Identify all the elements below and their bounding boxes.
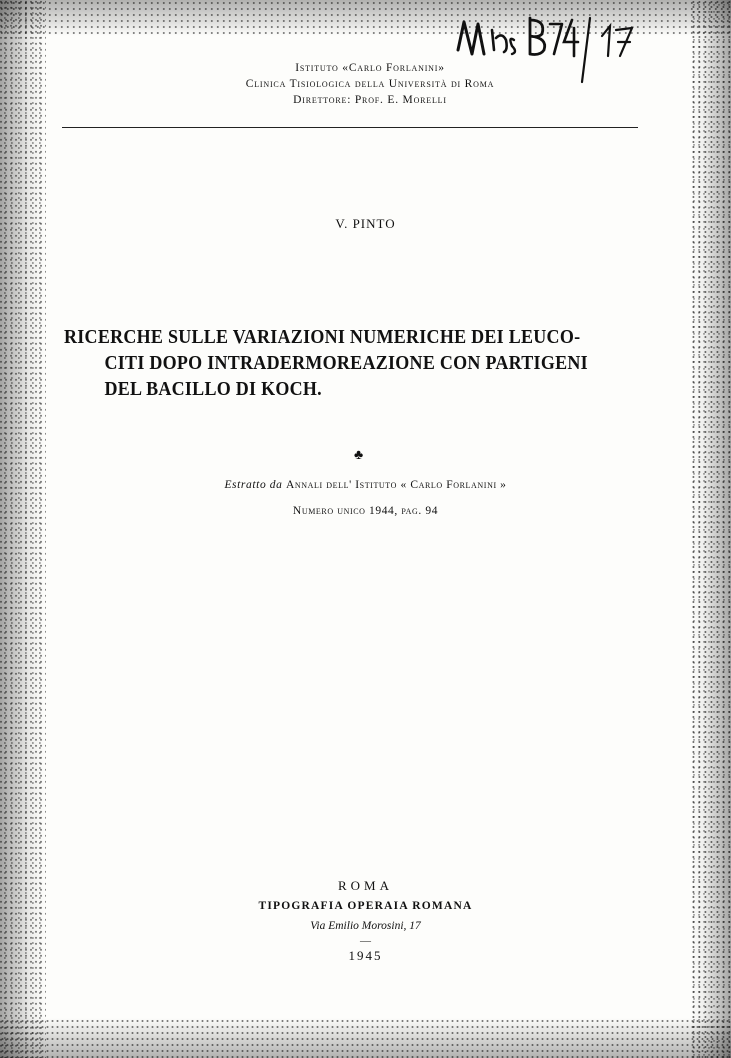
- offprint-note: [0, 472, 731, 524]
- header-divider: [62, 127, 638, 128]
- imprint-printer: TIPOGRAFIA OPERAIA ROMANA: [258, 900, 473, 912]
- extract-source: Annali dell' Istituto « Carlo Forlanini »: [285, 479, 507, 491]
- imprint-year: 1945: [348, 948, 383, 963]
- title-line-1: RICERCHE SULLE VARIAZIONI NUMERICHE DEI LEUCO-: [64, 326, 581, 348]
- title-line-2: CITI DOPO INTRADERMOREAZIONE CON PARTIGENI: [104, 352, 588, 374]
- title-line-3: DEL BACILLO DI KOCH.: [104, 378, 322, 400]
- header-clinic: Clinica Tisiologica della Università di Roma: [245, 78, 495, 90]
- publisher-imprint: [0, 876, 731, 966]
- imprint-address: Via Emilio Morosini, 17: [310, 920, 421, 932]
- header-director: Direttore: Prof. E. Morelli: [293, 94, 447, 106]
- imprint-dash: —: [360, 935, 371, 947]
- ornament-icon: ♣: [354, 448, 364, 463]
- scan-edge-bottom: [0, 1018, 731, 1058]
- header-institute: Istituto «Carlo Forlanini»: [295, 62, 445, 74]
- institution-header: [60, 60, 680, 108]
- article-title: [64, 324, 595, 402]
- extract-prefix: Estratto da: [224, 479, 283, 491]
- extract-issue: Numero unico 1944, pag. 94: [292, 505, 439, 517]
- imprint-city: ROMA: [337, 878, 393, 893]
- author-name: V. PINTO: [335, 216, 396, 231]
